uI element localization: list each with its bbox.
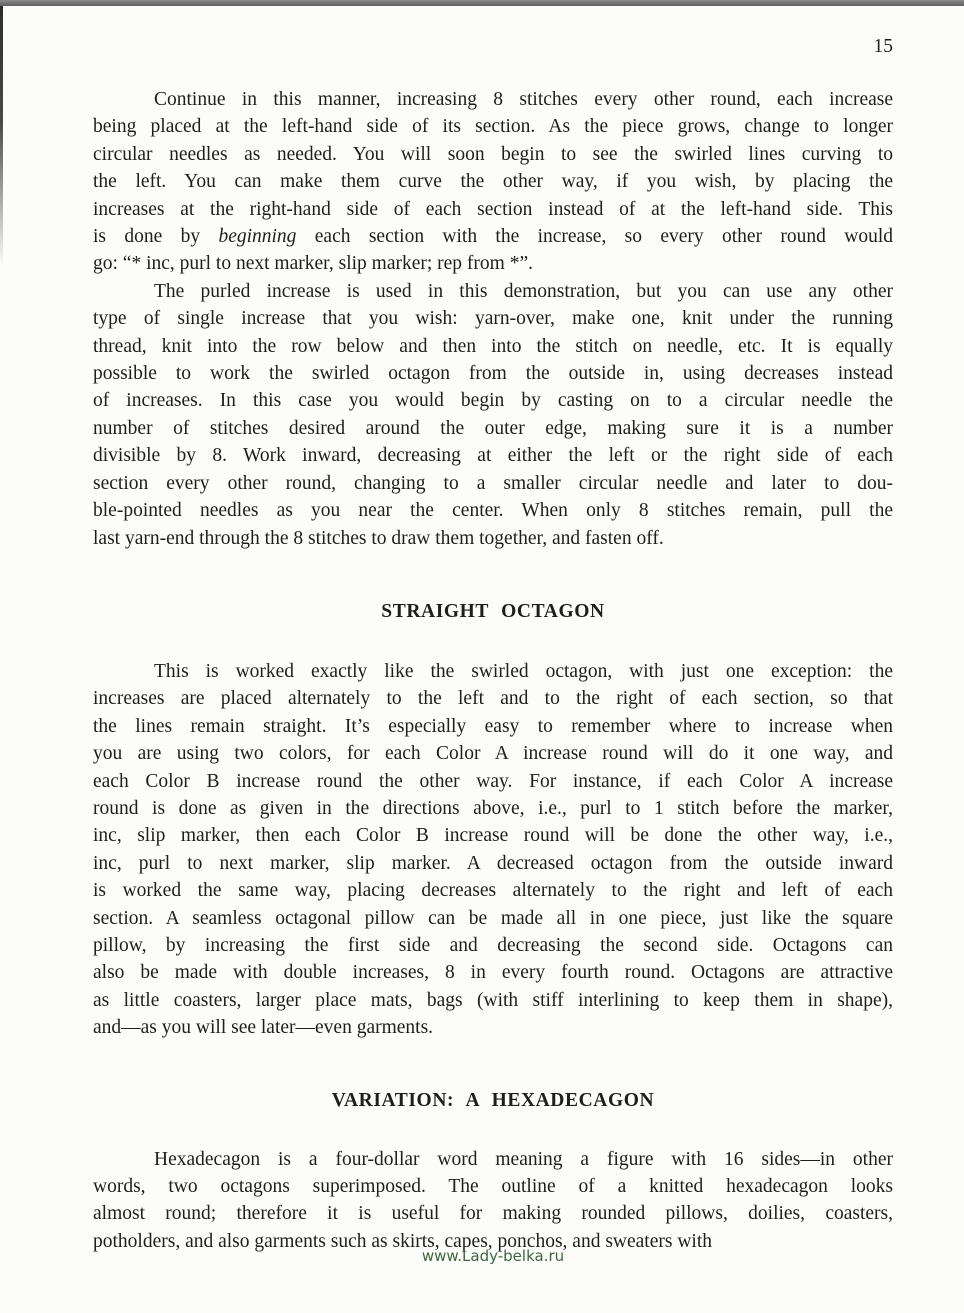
text-line: increases at the right-hand side of each section instead of at the left-hand side. This [93, 198, 893, 220]
text-line: thread, knit into the row below and then into the stitch on needle, etc. It is equally [93, 335, 893, 357]
text-line: The purled increase is used in this demonstration, but you can use any other [154, 280, 893, 302]
text-line: each Color B increase round the other way. For instance, if each Color A increase [93, 770, 893, 792]
text-line: divisible by 8. Work inward, decreasing at either the left or the right side of each [93, 445, 893, 467]
book-page-content [93, 86, 893, 1265]
paragraph-swirled-octagon-continue [93, 86, 893, 278]
text-line: number of stitches desired around the outer edge, making sure it is a number [93, 417, 893, 439]
paragraph-purled-increase [93, 278, 893, 552]
paragraph-straight-octagon [93, 658, 893, 1042]
page-number: 15 [873, 36, 893, 57]
watermark-url: www.Lady-belka.ru [421, 1247, 565, 1266]
text-line: and—as you will see later—even garments. [93, 1017, 434, 1039]
text-line: type of single increase that you wish: yarn-over, make one, knit under the running [93, 308, 893, 330]
text-line: inc, purl to next marker, slip marker. A decreased octagon from the outside inward [93, 852, 893, 874]
text-line: is done by beginning each section with the increase, so every other round would [93, 226, 893, 248]
text-line: is worked the same way, placing decreases alternately to the right and left of each [93, 880, 893, 902]
paragraph-hexadecagon [93, 1146, 893, 1256]
text-line: circular needles as needed. You will soon begin to see the swirled lines curving to [93, 143, 893, 165]
text-line: go: “* inc, purl to next marker, slip marker; rep from *”. [93, 253, 533, 275]
section-heading-variation-hexadecagon: VARIATION: A HEXADECAGON [331, 1089, 655, 1111]
text-line: Hexadecagon is a four-dollar word meaning a figure with 16 sides—in other [154, 1148, 893, 1170]
scan-edge-top [0, 0, 964, 6]
text-line: the left. You can make them curve the other way, if you wish, by placing the [93, 171, 893, 193]
text-line: section every other round, changing to a smaller circular needle and later to dou- [93, 472, 893, 494]
text-line: of increases. In this case you would begin by casting on to a circular needle the [93, 390, 893, 412]
text-line: This is worked exactly like the swirled octagon, with just one exception: the [154, 660, 893, 682]
text-line: words, two octagons superimposed. The outline of a knitted hexadecagon looks [93, 1176, 893, 1197]
text-line: you are using two colors, for each Color A increase round will do it one way, and [93, 743, 893, 765]
text-line: as little coasters, larger place mats, bags (with stiff interlining to keep them in shape), [93, 989, 893, 1011]
text-line: section. A seamless octagonal pillow can be made all in one piece, just like the square [93, 907, 893, 929]
scan-edge-left [0, 6, 3, 266]
text-line: potholders, and also garments such as skirts, capes, ponchos, and sweaters with [93, 1230, 712, 1252]
section-heading-straight-octagon: STRAIGHT OCTAGON [381, 600, 605, 622]
text-line: ble-pointed needles as you near the center. When only 8 stitches remain, pull the [93, 500, 893, 522]
text-line: being placed at the left-hand side of its section. As the piece grows, change to longer [93, 116, 893, 138]
text-line: also be made with double increases, 8 in every fourth round. Octagons are attractive [93, 962, 893, 984]
text-line: round is done as given in the directions above, i.e., purl to 1 stitch before the marker, [93, 797, 893, 819]
text-line: increases are placed alternately to the left and to the right of each section, so that [93, 688, 893, 710]
text-line: almost round; therefore it is useful for making rounded pillows, doilies, coasters, [93, 1203, 893, 1225]
text-line: pillow, by increasing the first side and decreasing the second side. Octagons can [93, 934, 893, 956]
text-line: the lines remain straight. It’s especially easy to remember where to increase when [93, 715, 893, 737]
text-line: Continue in this manner, increasing 8 stitches every other round, each increase [154, 89, 893, 110]
text-line: last yarn-end through the 8 stitches to draw them together, and fasten off. [93, 527, 664, 549]
text-line: possible to work the swirled octagon from the outside in, using decreases instead [93, 363, 893, 385]
text-line: inc, slip marker, then each Color B increase round will be done the other way, i.e., [93, 825, 893, 847]
